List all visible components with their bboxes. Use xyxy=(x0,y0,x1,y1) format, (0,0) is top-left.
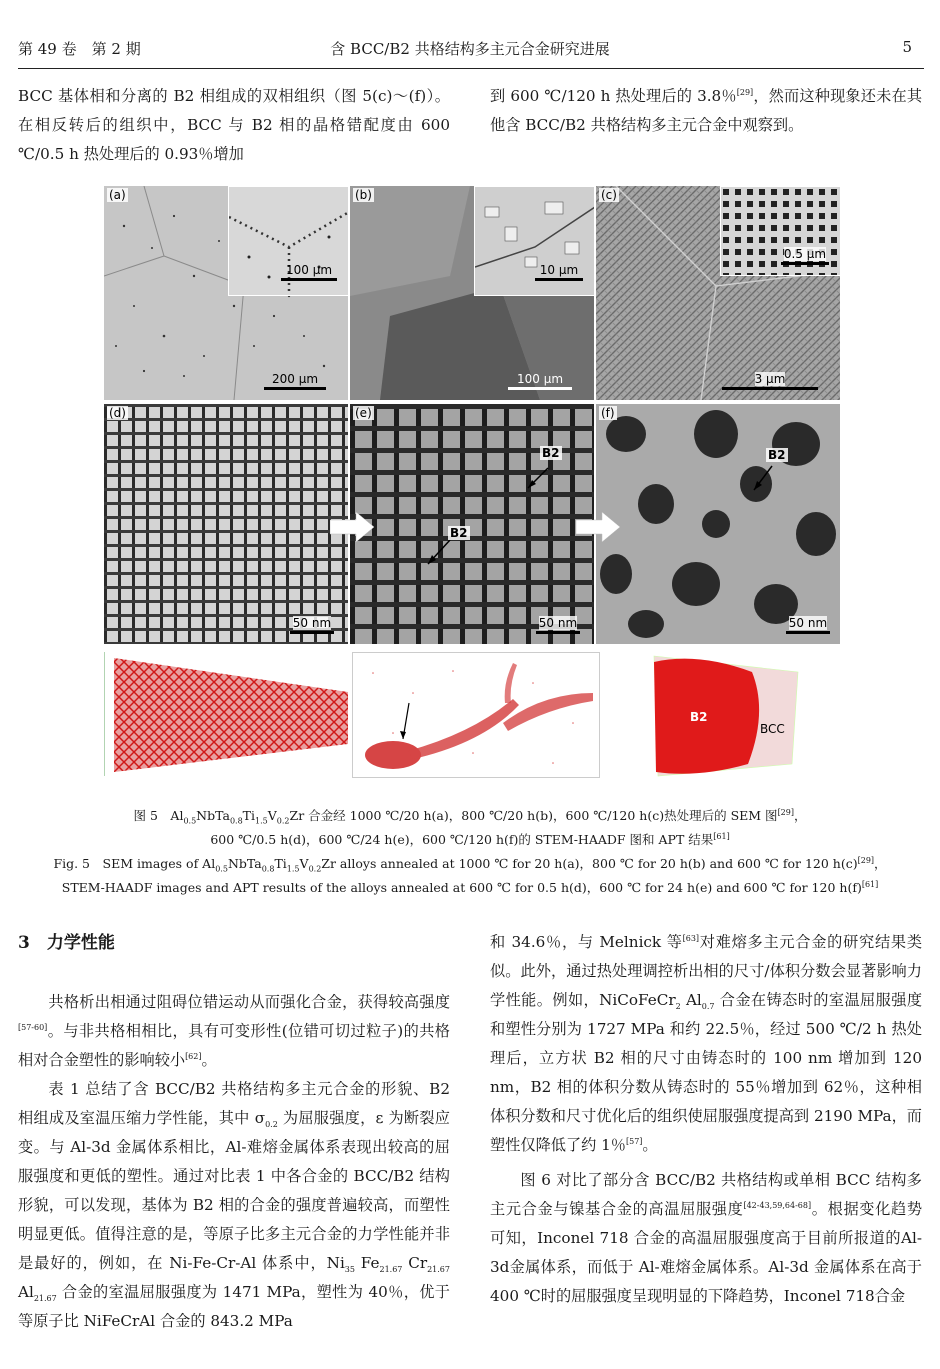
panel-e-scalebar: 50 nm xyxy=(536,616,580,634)
caption-cn-line1: 图 5 $Al_{0.5}NbTa_{0.8}Ti_{1.5}V_{0.2}Zr$ 合金经 1000 ℃/20 h(a)，800 ℃/20 h(b)，600 ℃/120 h(c)热处理后的 SEM 图[29]， xyxy=(133,807,807,826)
panel-c-label: (c) xyxy=(601,188,617,202)
running-header-title: 含 BCC/B2 共格结构多主元合金研究进展 xyxy=(330,40,610,58)
right-column-body: 和 34.6％，与 Melnick 等[63]对难熔多主元合金的研究结果类似。此外，通过热处理调控析出相的尺寸/体积分数会显著影响力学性能。例如，NiCoFeCr$_2$ $Al_{0.7}$ 合金在铸态时的室温屈服强度和塑性分别为 1727 MPa 和约 22.5％，经过 500 ℃/2 h 热处理后，立方状 B2 相的尺寸由铸态时的 100 nm 增加到 120 nm，B2 相的体积分数从铸态时的 55％增加到 62％，这种相体积分数和尺寸优化后的组织使屈服强度提高到 2190 MPa，而塑性仅降低了约 1％[57]。 图 6 对比了部分含 BCC/B2 共格结构或单相 BCC 结构多主元合金与镍基合金的高温屈服强度[42-43,59,64-68]。根据变化趋势可知，Inconel 718 合金的高温屈服强度高于目前所报道的Al-3d金属体系，而低于 Al-难熔金属体系。Al-3d 金属体系在高于400 ℃时的屈服强度呈现明显的下降趋势，Inconel 718合金 xyxy=(490,933,923,1305)
panel-f-label: (f) xyxy=(601,406,615,420)
section-heading: 3 力学性能 xyxy=(18,933,115,953)
panel-d-label: (d) xyxy=(109,406,126,420)
apt-reconstruction-1 xyxy=(104,652,348,776)
panel-e-label: (e) xyxy=(355,406,372,420)
caption-en-line2: STEM-HAADF images and APT results of the alloys annealed at 600 ℃ for 0.5 h(d)，600 ℃ for 24 h(e) and 600 ℃ for 120 h(f)[61] xyxy=(61,879,879,895)
apt-reconstruction-3 xyxy=(648,652,808,782)
panel-b-inset-scalebar: 10 μm xyxy=(535,263,583,281)
panel-a-inset-scalebar: 100 μm xyxy=(281,263,337,281)
panel-c-sem-image xyxy=(596,186,840,400)
caption-en-line1: Fig. 5 SEM images of $Al_{0.5}NbTa_{0.8}Ti_{1.5}V_{0.2}Zr$ alloys annealed at 1000 ℃ for 20 h(a)，800 ℃ for 20 h(b) and 600 ℃ for 120 h(c)[29]， xyxy=(53,855,887,874)
panel-f-scalebar: 50 nm xyxy=(786,616,830,634)
panel-e-stem-image xyxy=(350,404,594,644)
top-right-paragraph: 到 600 ℃/120 h 热处理后的 3.8％[29]，然而这种现象还未在其他含 BCC/B2 共格结构多主元合金中观察到。 xyxy=(490,87,923,134)
panel-f-b2-label: B2 xyxy=(768,448,786,462)
apt-reconstruction-2 xyxy=(352,652,600,778)
panel-b-label: (b) xyxy=(355,188,372,202)
panel-c-inset-scalebar: 0.5 μm xyxy=(781,247,829,265)
running-header-volume: 第 49 卷 第 2 期 xyxy=(18,40,141,58)
panel-d-scalebar: 50 nm xyxy=(290,616,334,634)
panel-b-sem-image xyxy=(350,186,594,400)
panel-a-sem-image xyxy=(104,186,348,400)
transition-arrow-e-to-f xyxy=(576,512,622,542)
apt-b2-label: B2 xyxy=(690,710,708,724)
panel-a-inset xyxy=(228,186,348,296)
panel-a-label: (a) xyxy=(109,188,126,202)
page-number: 5 xyxy=(902,38,912,56)
transition-arrow-d-to-e xyxy=(330,512,376,542)
panel-e-b2-label-2: B2 xyxy=(450,526,468,540)
panel-a-scalebar: 200 μm xyxy=(264,372,326,390)
panel-c-inset xyxy=(720,186,840,276)
left-column-body: 共格析出相通过阻碍位错运动从而强化合金，获得较高强度[57-60]。与非共格相相比，具有可变形性(位错可切过粒子)的共格相对合金塑性的影响较小[62]。 表 1 总结了含 BCC/B2 共格结构多主元合金的形貌、B2 相组成及室温压缩力学性能，其中 $\sigma_{0.2}$ 为屈服强度，ε 为断裂应变。与 Al-3d 金属体系相比，Al-难熔金属体系表现出较高的屈服强度和更低的塑性。通过对比表 1 中各合金的 BCC/B2 结构形貌，可以发现，基体为 B2 相的合金的强度普遍较高，而塑性明显更低。值得注意的是，等原子比多主元合金的力学性能并非是最好的，例如，在 Ni-Fe-Cr-Al 体系中，$Ni_{35}$ $Fe_{21.67}$ $Cr_{21.67}$ $Al_{21.67}$ 合金的室温屈服强度为 1471 MPa，塑性为 40％，优于等原子比 NiFeCrAl 合金的 843.2 MPa xyxy=(18,993,450,1330)
panel-b-inset xyxy=(474,186,594,296)
top-left-paragraph: BCC 基体相和分离的 B2 相组成的双相组织（图 5(c)～(f)）。在相反转后的组织中，BCC 与 B2 相的晶格错配度由 600 ℃/0.5 h 热处理后的 0.93％增加 xyxy=(18,87,450,163)
apt-bcc-label: BCC xyxy=(760,722,785,736)
panel-d-stem-image xyxy=(104,404,348,644)
panel-b-scalebar: 100 μm xyxy=(508,372,572,390)
panel-e-b2-label-1: B2 xyxy=(542,446,560,460)
caption-cn-line2: 600 ℃/0.5 h(d)，600 ℃/24 h(e)，600 ℃/120 h(f)的 STEM-HAADF 图和 APT 结果[61] xyxy=(210,831,730,847)
panel-c-scalebar: 3 μm xyxy=(722,372,818,390)
panel-f-stem-image xyxy=(596,404,840,644)
